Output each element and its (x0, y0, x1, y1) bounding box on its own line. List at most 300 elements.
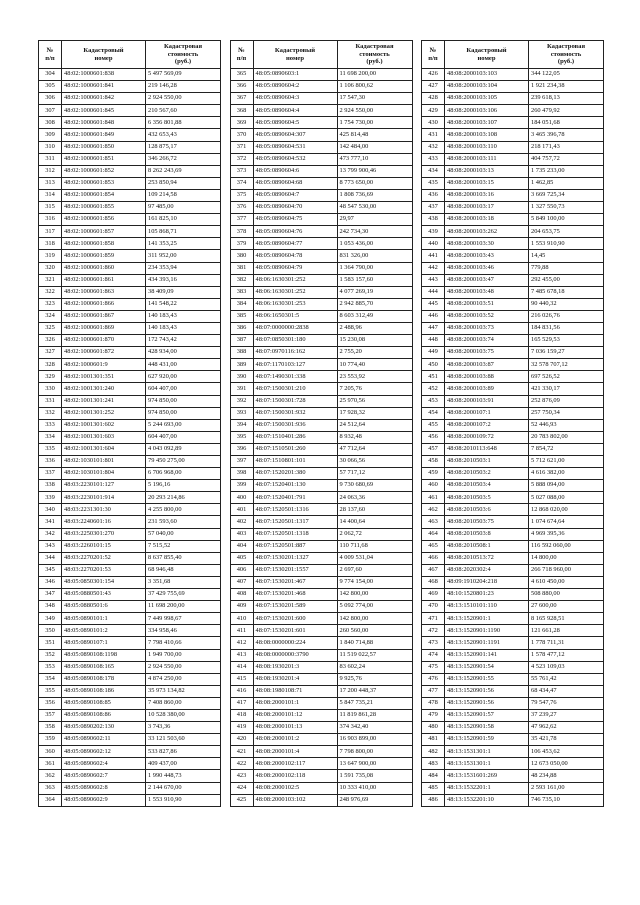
row-number: 328 (39, 359, 62, 371)
cadastral-value: 57 717,12 (337, 468, 412, 480)
cadastral-value: 7 408 860,00 (146, 697, 221, 709)
row-number: 329 (39, 371, 62, 383)
row-number: 413 (230, 649, 253, 661)
table-row (422, 443, 604, 455)
row-number: 483 (422, 758, 445, 770)
table-row (230, 746, 412, 758)
table-row (422, 625, 604, 637)
table-row (39, 262, 221, 274)
table-row (230, 286, 412, 298)
table-row (230, 189, 412, 201)
row-number: 400 (230, 492, 253, 504)
cadastral-number: 48:05:0890604:307 (253, 129, 337, 141)
header-cadastral-label: Кадастровый номер (466, 47, 507, 62)
row-number: 452 (422, 383, 445, 395)
cadastral-number: 48:05:0890602:4 (62, 758, 146, 770)
row-number: 427 (422, 81, 445, 93)
row-number: 305 (39, 81, 62, 93)
cadastral-number: 48:07:0000000:2838 (253, 322, 337, 334)
cadastral-value: 1 462,85 (529, 177, 604, 189)
cadastral-value: 23 553,92 (337, 371, 412, 383)
cadastral-value: 4 043 092,89 (146, 443, 221, 455)
cadastral-value: 142 800,00 (337, 613, 412, 625)
row-number: 441 (422, 250, 445, 262)
cadastral-value: 47 962,62 (529, 722, 604, 734)
cadastral-value: 1 583 157,60 (337, 274, 412, 286)
table-row (230, 709, 412, 721)
cadastral-number: 48:07:0970116:162 (253, 347, 337, 359)
row-number: 382 (230, 274, 253, 286)
cadastral-number: 48:08:2000103:73 (445, 322, 529, 334)
row-number: 330 (39, 383, 62, 395)
row-number: 417 (230, 697, 253, 709)
cadastral-number: 48:07:1510801:101 (253, 456, 337, 468)
row-number: 474 (422, 649, 445, 661)
cadastral-number: 48:05:0880501:6 (62, 601, 146, 613)
row-number: 331 (39, 395, 62, 407)
row-number: 315 (39, 202, 62, 214)
row-number: 404 (230, 540, 253, 552)
row-number: 332 (39, 407, 62, 419)
cadastral-number: 48:02:1001301:240 (62, 383, 146, 395)
cadastral-value: 260 560,00 (337, 625, 412, 637)
cadastral-value: 16 903 899,00 (337, 734, 412, 746)
cadastral-number: 48:13:1520901:54 (445, 661, 529, 673)
table-row (422, 407, 604, 419)
cadastral-value: 184 831,56 (529, 322, 604, 334)
cadastral-number: 48:02:1000601:872 (62, 347, 146, 359)
row-number: 423 (230, 770, 253, 782)
table-row (422, 93, 604, 105)
table-row (39, 480, 221, 492)
cadastral-number: 48:08:2000103:91 (445, 395, 529, 407)
row-number: 319 (39, 250, 62, 262)
row-number: 460 (422, 480, 445, 492)
cadastral-number: 48:13:1520901:141 (445, 649, 529, 661)
cadastral-value: 128 875,17 (146, 141, 221, 153)
table-row (39, 214, 221, 226)
table-row (422, 589, 604, 601)
row-number: 445 (422, 298, 445, 310)
cadastral-value: 68 434,47 (529, 685, 604, 697)
row-number: 408 (230, 589, 253, 601)
cadastral-value: 165 529,53 (529, 335, 604, 347)
cadastral-number: 48:08:2000101:4 (253, 746, 337, 758)
cadastral-value: 7 798 410,66 (146, 637, 221, 649)
header-value (337, 41, 412, 69)
cadastral-number: 48:08:2000103:106 (445, 105, 529, 117)
row-number: 376 (230, 202, 253, 214)
cadastral-number: 48:08:2010508:1 (445, 540, 529, 552)
table-row (230, 165, 412, 177)
cadastral-number: 48:05:0890604:532 (253, 153, 337, 165)
cadastral-number: 48:02:1000601:853 (62, 177, 146, 189)
table-row (422, 395, 604, 407)
row-number: 359 (39, 734, 62, 746)
cadastral-value: 25 970,56 (337, 395, 412, 407)
header-value (146, 41, 221, 69)
header-num-label: № п/п (236, 47, 247, 62)
cadastral-value: 974 850,00 (146, 395, 221, 407)
cadastral-value: 52 446,93 (529, 419, 604, 431)
cadastral-value: 7 485 678,18 (529, 286, 604, 298)
table-row (422, 129, 604, 141)
table-row (230, 177, 412, 189)
table-row (422, 274, 604, 286)
cadastral-number: 48:08:2000103:16 (445, 189, 529, 201)
cadastral-value: 974 850,00 (146, 407, 221, 419)
cadastral-number: 48:07:1530201:467 (253, 576, 337, 588)
cadastral-value: 105 868,71 (146, 226, 221, 238)
cadastral-number: 48:08:2000107:1 (445, 407, 529, 419)
table-row (422, 383, 604, 395)
table-row (230, 238, 412, 250)
table-row (39, 758, 221, 770)
table-row (230, 685, 412, 697)
cadastral-value: 5 027 088,00 (529, 492, 604, 504)
row-number: 378 (230, 226, 253, 238)
cadastral-value: 9 925,76 (337, 673, 412, 685)
table-row (39, 359, 221, 371)
row-number: 352 (39, 649, 62, 661)
row-number: 398 (230, 468, 253, 480)
row-number: 362 (39, 770, 62, 782)
row-number: 321 (39, 274, 62, 286)
table-row (422, 552, 604, 564)
row-number: 454 (422, 407, 445, 419)
cadastral-number: 48:03:2230101:127 (62, 480, 146, 492)
row-number: 363 (39, 782, 62, 794)
row-number: 348 (39, 601, 62, 613)
table-row (230, 69, 412, 81)
cadastral-number: 48:08:2000101:2 (253, 734, 337, 746)
cadastral-value: 346 266,72 (146, 153, 221, 165)
table-row (422, 322, 604, 334)
table-row (39, 250, 221, 262)
table-row (422, 673, 604, 685)
table-row (422, 165, 604, 177)
cadastral-value: 6 706 968,00 (146, 468, 221, 480)
table-row (422, 540, 604, 552)
table-row (39, 371, 221, 383)
row-number: 414 (230, 661, 253, 673)
table-row (230, 480, 412, 492)
row-number: 425 (230, 794, 253, 806)
cadastral-number: 48:03:2270201:52 (62, 552, 146, 564)
row-number: 369 (230, 117, 253, 129)
cadastral-number: 48:05:0890604:5 (253, 117, 337, 129)
cadastral-number: 48:02:1001301:604 (62, 443, 146, 455)
row-number: 342 (39, 528, 62, 540)
table-row (39, 105, 221, 117)
table-row (39, 661, 221, 673)
row-number: 472 (422, 625, 445, 637)
row-number: 317 (39, 226, 62, 238)
cadastral-number: 48:08:2000101:13 (253, 722, 337, 734)
row-number: 360 (39, 746, 62, 758)
cadastral-number: 48:05:0890604:6 (253, 165, 337, 177)
row-number: 444 (422, 286, 445, 298)
cadastral-value: 9 730 680,69 (337, 480, 412, 492)
cadastral-value: 8 637 855,40 (146, 552, 221, 564)
table-row (230, 371, 412, 383)
cadastral-value: 79 450 275,00 (146, 456, 221, 468)
row-number: 367 (230, 93, 253, 105)
header-num-label: № п/п (45, 47, 55, 62)
cadastral-number: 48:02:1000601:838 (62, 69, 146, 81)
cadastral-value: 432 653,43 (146, 129, 221, 141)
header-cadastral (445, 41, 529, 69)
cadastral-number: 48:02:1000601:858 (62, 238, 146, 250)
table-row (230, 673, 412, 685)
table-row (39, 238, 221, 250)
cadastral-value: 2 942 885,70 (337, 298, 412, 310)
row-number: 393 (230, 407, 253, 419)
row-number: 304 (39, 69, 62, 81)
row-number: 435 (422, 177, 445, 189)
row-number: 443 (422, 274, 445, 286)
table-row (230, 722, 412, 734)
cadastral-number: 48:08:2010513:72 (445, 552, 529, 564)
row-number: 326 (39, 335, 62, 347)
table-row (39, 189, 221, 201)
cadastral-value: 234 353,94 (146, 262, 221, 274)
cadastral-value: 12 868 020,00 (529, 504, 604, 516)
table-row (230, 528, 412, 540)
table-row (422, 189, 604, 201)
row-number: 411 (230, 625, 253, 637)
cadastral-number: 48:13:1531301:1 (445, 746, 529, 758)
table-row (422, 649, 604, 661)
table-row (39, 81, 221, 93)
row-number: 350 (39, 625, 62, 637)
cadastral-number: 48:08:2010503:75 (445, 516, 529, 528)
cadastral-value: 141 548,22 (146, 298, 221, 310)
row-number: 345 (39, 564, 62, 576)
row-number: 459 (422, 468, 445, 480)
cadastral-value: 404 757,72 (529, 153, 604, 165)
table-row (39, 443, 221, 455)
table-row (39, 129, 221, 141)
row-number: 399 (230, 480, 253, 492)
row-number: 347 (39, 589, 62, 601)
cadastral-value: 35 973 134,82 (146, 685, 221, 697)
table-row (230, 576, 412, 588)
row-number: 450 (422, 359, 445, 371)
cadastral-value: 48 234,88 (529, 770, 604, 782)
cadastral-number: 48:05:0890604:79 (253, 262, 337, 274)
table-row (230, 637, 412, 649)
row-number: 477 (422, 685, 445, 697)
table-row (230, 419, 412, 431)
cadastral-value: 248 976,69 (337, 794, 412, 806)
table-row (230, 395, 412, 407)
row-number: 432 (422, 141, 445, 153)
cadastral-number: 48:08:2000102:118 (253, 770, 337, 782)
cadastral-value: 140 183,43 (146, 310, 221, 322)
cadastral-number: 48:07:1530201:589 (253, 601, 337, 613)
row-number: 307 (39, 105, 62, 117)
table-row (422, 480, 604, 492)
cadastral-number: 48:13:1531301:1 (445, 758, 529, 770)
table-row (39, 673, 221, 685)
cadastral-number: 48:07:1500301:210 (253, 383, 337, 395)
cadastral-number: 48:03:2231301:30 (62, 504, 146, 516)
cadastral-value: 8 603 312,49 (337, 310, 412, 322)
cadastral-value: 37 429 755,69 (146, 589, 221, 601)
cadastral-number: 48:02:1000601:842 (62, 93, 146, 105)
row-number: 401 (230, 504, 253, 516)
cadastral-number: 48:02:1000601:852 (62, 165, 146, 177)
table-row (422, 371, 604, 383)
table-body (230, 69, 412, 807)
cadastral-number: 48:08:2000103:46 (445, 262, 529, 274)
row-number: 436 (422, 189, 445, 201)
table-row (422, 262, 604, 274)
cadastral-number: 48:07:1530201:1327 (253, 552, 337, 564)
row-number: 422 (230, 758, 253, 770)
header-cadastral (253, 41, 337, 69)
row-number: 449 (422, 347, 445, 359)
cadastral-value: 1 053 436,00 (337, 238, 412, 250)
table-row (39, 528, 221, 540)
cadastral-number: 48:07:1520501:1318 (253, 528, 337, 540)
row-number: 375 (230, 189, 253, 201)
cadastral-number: 48:02:1000601:857 (62, 226, 146, 238)
row-number: 327 (39, 347, 62, 359)
cadastral-value: 1 591 735,08 (337, 770, 412, 782)
cadastral-number: 48:05:0890604:78 (253, 250, 337, 262)
cadastral-number: 48:02:1000601:870 (62, 335, 146, 347)
table-row (422, 335, 604, 347)
cadastral-value: 11 698 200,00 (337, 69, 412, 81)
table-row (39, 177, 221, 189)
table-row (422, 492, 604, 504)
cadastral-number: 48:02:1000601:856 (62, 214, 146, 226)
table-row (230, 601, 412, 613)
cadastral-value: 1 949 700,00 (146, 649, 221, 661)
row-number: 476 (422, 673, 445, 685)
table-row (39, 734, 221, 746)
row-number: 416 (230, 685, 253, 697)
cadastral-number: 48:08:2000103:87 (445, 359, 529, 371)
cadastral-number: 48:08:2010503:2 (445, 468, 529, 480)
cadastral-number: 48:13:1520901:58 (445, 722, 529, 734)
cadastral-number: 48:02:1000601:866 (62, 298, 146, 310)
cadastral-value: 38 409,09 (146, 286, 221, 298)
cadastral-number: 48:02:1000601:841 (62, 81, 146, 93)
row-number: 480 (422, 722, 445, 734)
table-row (230, 383, 412, 395)
table-row (422, 770, 604, 782)
cadastral-value: 508 880,00 (529, 589, 604, 601)
cadastral-value: 4 255 800,00 (146, 504, 221, 516)
cadastral-value: 11 698 200,00 (146, 601, 221, 613)
table-row (230, 214, 412, 226)
row-number: 349 (39, 613, 62, 625)
cadastral-number: 48:08:2010503:5 (445, 492, 529, 504)
header-value-label: Кадастровая стоимость (руб.) (546, 43, 586, 66)
cadastral-value: 7 205,76 (337, 383, 412, 395)
header-value (529, 41, 604, 69)
table-row (39, 395, 221, 407)
cadastral-number: 48:05:0890604:76 (253, 226, 337, 238)
row-number: 333 (39, 419, 62, 431)
cadastral-value: 627 920,00 (146, 371, 221, 383)
cadastral-value: 1 578 477,12 (529, 649, 604, 661)
table-row (422, 794, 604, 806)
row-number: 470 (422, 601, 445, 613)
cadastral-value: 216 026,76 (529, 310, 604, 322)
cadastral-number: 48:05:0890602:12 (62, 746, 146, 758)
cadastral-value: 421 330,17 (529, 383, 604, 395)
cadastral-number: 48:08:2000109:72 (445, 431, 529, 443)
row-number: 430 (422, 117, 445, 129)
row-number: 428 (422, 93, 445, 105)
table-row (422, 310, 604, 322)
cadastral-value: 2 697,60 (337, 564, 412, 576)
registry-columns (38, 40, 604, 807)
row-number: 420 (230, 734, 253, 746)
row-number: 311 (39, 153, 62, 165)
row-number: 421 (230, 746, 253, 758)
row-number: 438 (422, 214, 445, 226)
table-row (39, 468, 221, 480)
cadastral-value: 109 214,58 (146, 189, 221, 201)
table-row (39, 637, 221, 649)
header-cadastral (62, 41, 146, 69)
cadastral-value: 47 712,64 (337, 443, 412, 455)
row-number: 357 (39, 709, 62, 721)
cadastral-number: 48:07:1500301:936 (253, 419, 337, 431)
row-number: 419 (230, 722, 253, 734)
cadastral-value: 24 063,36 (337, 492, 412, 504)
cadastral-value: 1 735 233,00 (529, 165, 604, 177)
row-number: 447 (422, 322, 445, 334)
table-row (230, 105, 412, 117)
cadastral-value: 253 850,94 (146, 177, 221, 189)
cadastral-number: 48:08:2000103:103 (445, 69, 529, 81)
cadastral-value: 257 750,34 (529, 407, 604, 419)
cadastral-number: 48:05:0890202:130 (62, 722, 146, 734)
table-row (39, 685, 221, 697)
row-number: 473 (422, 637, 445, 649)
cadastral-number: 48:02:1001301:252 (62, 407, 146, 419)
cadastral-value: 55 761,42 (529, 673, 604, 685)
row-number: 374 (230, 177, 253, 189)
table-row (230, 564, 412, 576)
cadastral-number: 48:08:2000103:107 (445, 117, 529, 129)
cadastral-number: 48:08:2000103:47 (445, 274, 529, 286)
cadastral-value: 7 854,72 (529, 443, 604, 455)
cadastral-value: 17 928,32 (337, 407, 412, 419)
cadastral-number: 48:03:2260101:15 (62, 540, 146, 552)
cadastral-number: 48:08:0000000:3790 (253, 649, 337, 661)
cadastral-number: 48:02:1030101:804 (62, 468, 146, 480)
row-number: 434 (422, 165, 445, 177)
cadastral-value: 4 616 382,00 (529, 468, 604, 480)
cadastral-value: 116 592 060,00 (529, 540, 604, 552)
table-row (39, 383, 221, 395)
cadastral-value: 10 774,40 (337, 359, 412, 371)
table-row (422, 214, 604, 226)
cadastral-number: 48:08:2010503:1 (445, 456, 529, 468)
table-row (230, 431, 412, 443)
cadastral-value: 110 711,68 (337, 540, 412, 552)
cadastral-number: 48:07:1520501:1316 (253, 504, 337, 516)
cadastral-value: 14 400,64 (337, 516, 412, 528)
cadastral-number: 48:13:1520901:56 (445, 685, 529, 697)
